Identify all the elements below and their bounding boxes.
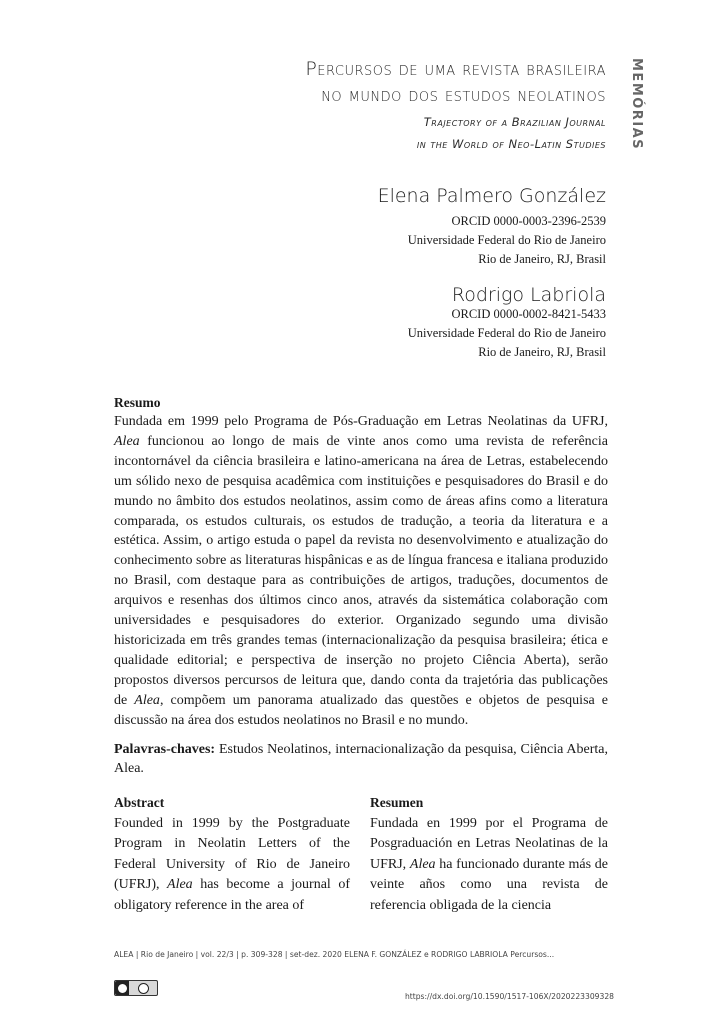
section-label: MEMÓRIAS	[629, 58, 644, 151]
title-pt-line1: Percursos de uma revista brasileira	[305, 58, 606, 80]
resumo-body: Fundada em 1999 pelo Programa de Pós-Graduação em Letras Neolatinas da UFRJ, Alea funcionou ao longo de mais de vinte anos como uma revista de referência incontornável da ciência brasileira e latino-americana na área de Letras, estabelecendo um sólido nexo de pesquisa acadêmica com instituições e pesquisadores do Brasil e do mundo no âmbito dos estudos neolatinos, assim como de áreas afins como a literatura comparada, os estudos culturais, os estudos de tradução, a teoria da literatura e a estética. Assim, o artigo estuda o papel da revista no desenvolvimento e atualização do conhecimento sobre as literaturas hispânicas e as de língua francesa e italiana produzido no Brasil, com destaque para as contribuições de artigos, traduções, documentos de arquivos e resenhas dos últimos cinco anos, através da sistemática colaboração com universidades e pesquisadores do exterior. Organizado segundo uma divisão historicizada em três grandes temas (internacionalização da pesquisa brasileira; ética e qualidade editorial; e perspectiva de inserção no projeto Ciência Aberta), serão propostos diversos percursos de leitura que, dando conta da trajetória das publicações de Alea, compõem um panorama atualizado das questões e objetos de pesquisa e discussão na área dos estudos neolatinos no Brasil e no mundo.	[114, 414, 608, 728]
abstract-section	[114, 793, 350, 916]
abstract-heading: Abstract	[114, 795, 165, 810]
author-name: Elena Palmero González	[377, 185, 606, 207]
abstract-body: Founded in 1999 by the Postgraduate Program in Neolatin Letters of the Federal University of Rio de Janeiro (UFRJ), Alea has become a journal of obligatory reference in the area of	[114, 815, 350, 913]
doi-link[interactable]: https://dx.doi.org/10.1590/1517-106X/2020223309328	[404, 992, 614, 1001]
author-orcid: ORCID 0000-0003-2396-2539	[451, 214, 606, 228]
journal-name: Alea	[409, 856, 436, 872]
resumen-body: Fundada en 1999 por el Programa de Posgraduación en Letras Neolatinas de la UFRJ, Alea ha funcionado durante más de veinte años como una revista de referencia obligada de la ciencia	[370, 815, 608, 913]
cc-license-badge[interactable]	[114, 980, 158, 996]
author-orcid: ORCID 0000-0002-8421-5433	[451, 307, 606, 321]
resumen-heading: Resumen	[370, 795, 424, 810]
keywords-text: Estudos Neolatinos, internacionalização da pesquisa, Ciência Aberta, Alea.	[114, 741, 608, 777]
author-location: Rio de Janeiro, RJ, Brasil	[478, 345, 606, 359]
resumo-heading: Resumo	[114, 395, 161, 410]
journal-name: Alea	[134, 692, 160, 708]
title-en-line2: in the World of Neo-Latin Studies	[416, 137, 606, 151]
journal-name: Alea	[114, 433, 140, 449]
author-name: Rodrigo Labriola	[451, 284, 606, 306]
resumen-section	[370, 793, 608, 916]
footer-citation: ALEA | Rio de Janeiro | vol. 22/3 | p. 309-328 | set-dez. 2020 ELENA F. GONZÁLEZ e RODRIGO LABRIOLA Percursos...	[114, 950, 555, 959]
author-institution: Universidade Federal do Rio de Janeiro	[407, 326, 606, 340]
title-en-line1: Trajectory of a Brazilian Journal	[423, 115, 606, 129]
journal-name: Alea	[167, 877, 193, 892]
author-location: Rio de Janeiro, RJ, Brasil	[478, 252, 606, 266]
resumo-section	[114, 394, 608, 779]
author-affiliation	[408, 305, 606, 362]
keywords	[114, 740, 608, 780]
title-pt-line2: no mundo dos estudos neolatinos	[321, 84, 606, 106]
author-institution: Universidade Federal do Rio de Janeiro	[407, 233, 606, 247]
author-affiliation	[408, 212, 606, 269]
attribution-icon	[129, 983, 157, 994]
cc-icon	[115, 981, 129, 995]
keywords-label: Palavras-chaves:	[114, 741, 216, 757]
